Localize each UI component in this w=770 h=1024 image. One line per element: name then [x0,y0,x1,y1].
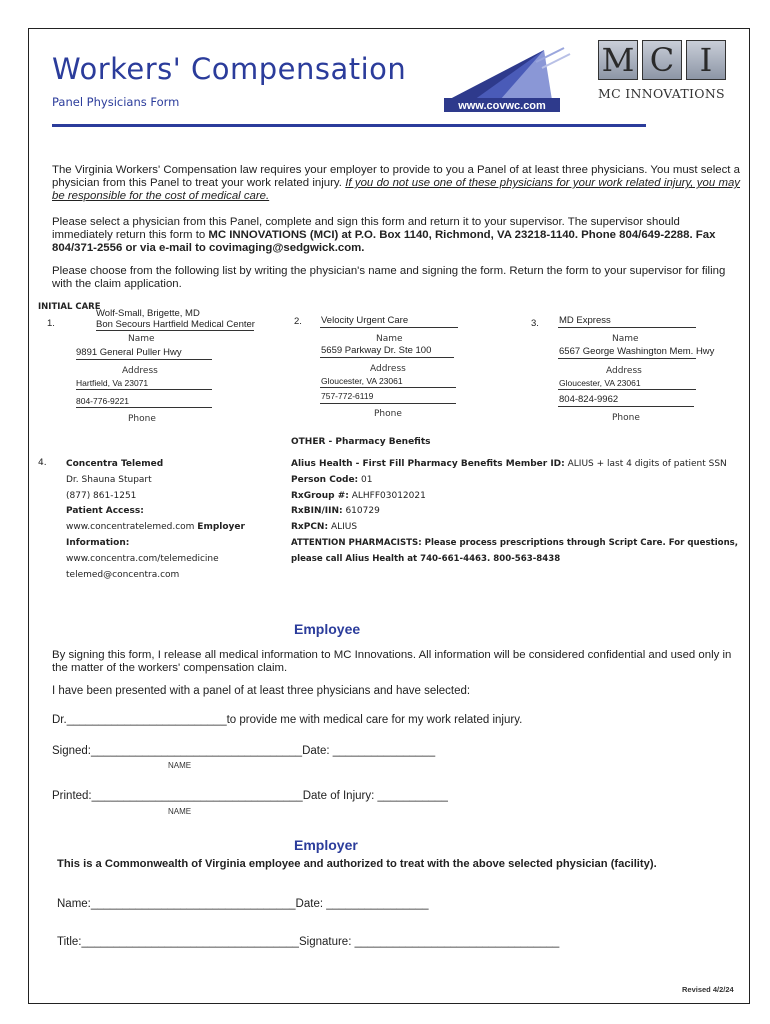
employee-heading: Employee [294,621,361,637]
concentra-name: Concentra Telemed [66,459,164,469]
person-code [291,475,372,485]
alius-member-id [291,459,727,469]
concentra-website [66,522,245,532]
physician-1-street: 9891 General Puller Hwy [76,347,182,358]
physician-3-street-line [558,358,696,359]
initial-care-label: INITIAL CARE [38,302,101,312]
employer-name-row [57,898,429,910]
intro-paragraph-3: Please choose from the following list by writing the physician's name and signing the form. Return the form to your supervisor for filing with the claim application. [52,265,726,290]
employee-signature-field[interactable]: _________________________________ [91,745,303,757]
pharmacy-heading: OTHER - Pharmacy Benefits [291,437,431,447]
rxgroup-label: RxGroup #: [291,491,349,501]
signed-label: Signed: [52,745,92,757]
physician-3-name: MD Express [559,315,611,326]
return-instructions: Please select a physician from this Panel, complete and sign this form and return it to your supervisor. The supervisor should immediately return this form to [52,216,680,241]
printed-label: Printed: [52,790,92,802]
printed-name-field[interactable]: _________________________________ [91,790,303,802]
physician-2-name-caption: Name [376,334,403,344]
employee-signed-row [52,745,435,757]
rxpcn-value: ALIUS [328,522,358,532]
mci-company-name: MC INNOVATIONS [598,86,725,101]
cost-warning: If you do not use one of these physicians for your work related injury, you may be responsible for the cost of medical care. [52,177,740,202]
doctor-name-field[interactable]: _________________________ [66,714,227,726]
physician-2-address-caption: Address [370,364,406,374]
employer-title-label: Title: [57,936,82,948]
physician-2-name: Velocity Urgent Care [321,315,409,326]
person-code-label: Person Code: [291,475,359,485]
concentra-phone: (877) 861-1251 [66,491,137,501]
mci-letter-m: M [598,40,638,80]
signed-name-caption: NAME [168,761,192,770]
doctor-selection-text: to provide me with medical care for my work related injury. [226,714,523,726]
employee-printed-row [52,790,448,802]
physician-1-phone: 804-776-9221 [76,396,129,406]
covwc-url: www.covwc.com [458,100,546,112]
rxgroup-value: ALHFF03012021 [348,491,426,501]
physician-3-city-line [558,389,696,390]
physician-2-city-line [320,387,456,388]
physician-1-facility: Bon Secours Hartfield Medical Center [96,319,255,330]
mci-letter-i: I [686,40,726,80]
physician-1-name-line [96,330,254,331]
rxgroup [291,491,426,501]
alius-value: ALIUS + last 4 digits of patient SSN [564,459,727,469]
employer-name-field[interactable]: ________________________________ [90,898,296,910]
intro-paragraph-2 [52,216,740,255]
mci-letter-c: C [642,40,682,80]
rxpcn-label: RxPCN: [291,522,329,532]
covwc-logo-graphic [440,42,590,114]
physician-2-number: 2. [294,316,302,327]
covwc-logo [440,42,590,119]
employer-authorization-statement: This is a Commonwealth of Virginia employee and authorized to treat with the above selected physician (facility). [57,858,657,870]
physician-3-phone-caption: Phone [612,413,640,423]
employer-name-label: Name: [57,898,91,910]
physician-1-name-caption: Name [128,334,155,344]
information-label: Information: [66,538,130,548]
header-divider [52,124,646,127]
rxbin-label: RxBIN/IIN: [291,506,343,516]
physician-3-phone: 804-824-9962 [559,394,619,405]
physician-1-street-line [76,359,212,360]
alius-label: Alius Health - First Fill Pharmacy Benefits Member ID: [291,459,565,469]
form-subtitle: Panel Physicians Form [52,95,180,109]
intro-text: The Virginia Workers' Compensation law requires your employer to provide to you a Panel of at least three physicians. You must select a physician from this Panel to treat your work related injury. [52,164,740,189]
mci-logo [598,40,734,101]
panel-presented-statement: I have been presented with a panel of at least three physicians and have selected: [52,685,471,697]
physician-1-phone-caption: Phone [128,414,156,424]
physician-2-phone: 757-772-6119 [321,391,374,401]
physician-2-phone-caption: Phone [374,409,402,419]
physician-2-phone-line [320,403,456,404]
physician-3-street: 6567 George Washington Mem. Hwy [559,346,715,357]
employer-signature-field[interactable]: ________________________________ [354,936,560,948]
physician-2-street-line [320,357,454,358]
physician-2-street: 5659 Parkway Dr. Ste 100 [321,345,432,356]
employer-url: www.concentra.com/telemedicine [66,554,219,564]
employee-date-field[interactable]: ________________ [332,745,436,757]
printed-name-caption: NAME [168,807,192,816]
physician-1-name: Wolf-Small, Brigette, MD [96,308,200,319]
physician-1-number: 1. [47,318,55,329]
physician-1-phone-line [76,407,212,408]
patient-access-label: Patient Access: [66,506,144,516]
physician-1-city-line [76,389,212,390]
date-of-injury-field[interactable]: ___________ [377,790,448,802]
physician-3-phone-line [558,406,694,407]
employer-date-label: Date: [295,898,327,910]
physician-1-address-caption: Address [122,366,158,376]
employer-title-field[interactable]: __________________________________ [81,936,299,948]
physician-3-address-caption: Address [606,366,642,376]
concentra-doctor: Dr. Shauna Stupart [66,475,152,485]
option-4-number: 4. [38,458,47,468]
person-code-value: 01 [358,475,373,485]
physician-1-city: Hartfield, Va 23071 [76,378,149,388]
employer-heading: Employer [294,837,358,853]
employer-date-field[interactable]: ________________ [326,898,429,910]
physician-3-name-line [558,327,696,328]
employer-label: Employer [197,522,245,532]
patient-access-url: www.concentratelemed.com [66,522,195,532]
pharmacist-notice-1: ATTENTION PHARMACISTS: Please process prescriptions through Script Care. For questions, [291,538,739,548]
pharmacist-notice-2: please call Alius Health at 740-661-4463. 800-563-8438 [291,554,561,564]
physician-3-number: 3. [531,318,539,329]
mci-contact: MC INNOVATIONS (MCI) at P.O. Box 1140, Richmond, VA 23218-1140. Phone 804/649-2288. Fax 804/371-2556 or via e-mail to covimaging@sedgwick.com. [52,229,716,254]
form-title: Workers' Compensation [52,52,407,86]
doctor-selection-row [52,714,522,726]
date-of-injury-label: Date of Injury: [302,790,378,802]
employer-title-row [57,936,559,948]
revision-date: Revised 4/2/24 [682,985,734,994]
physician-2-name-line [320,327,458,328]
rxpcn [291,522,357,532]
intro-paragraph-1 [52,164,740,203]
employer-signature-label: Signature: [298,936,355,948]
concentra-email: telemed@concentra.com [66,570,180,580]
release-statement: By signing this form, I release all medical information to MC Innovations. All information will be considered confidential and used only in the matter of the workers' compensation claim. [52,649,732,674]
physician-3-city: Gloucester, VA 23061 [559,378,641,388]
physician-3-name-caption: Name [612,334,639,344]
rxbin [291,506,380,516]
physician-2-city: Gloucester, VA 23061 [321,376,403,386]
signed-date-label: Date: [302,745,333,757]
doctor-label: Dr. [52,714,67,726]
rxbin-value: 610729 [342,506,380,516]
